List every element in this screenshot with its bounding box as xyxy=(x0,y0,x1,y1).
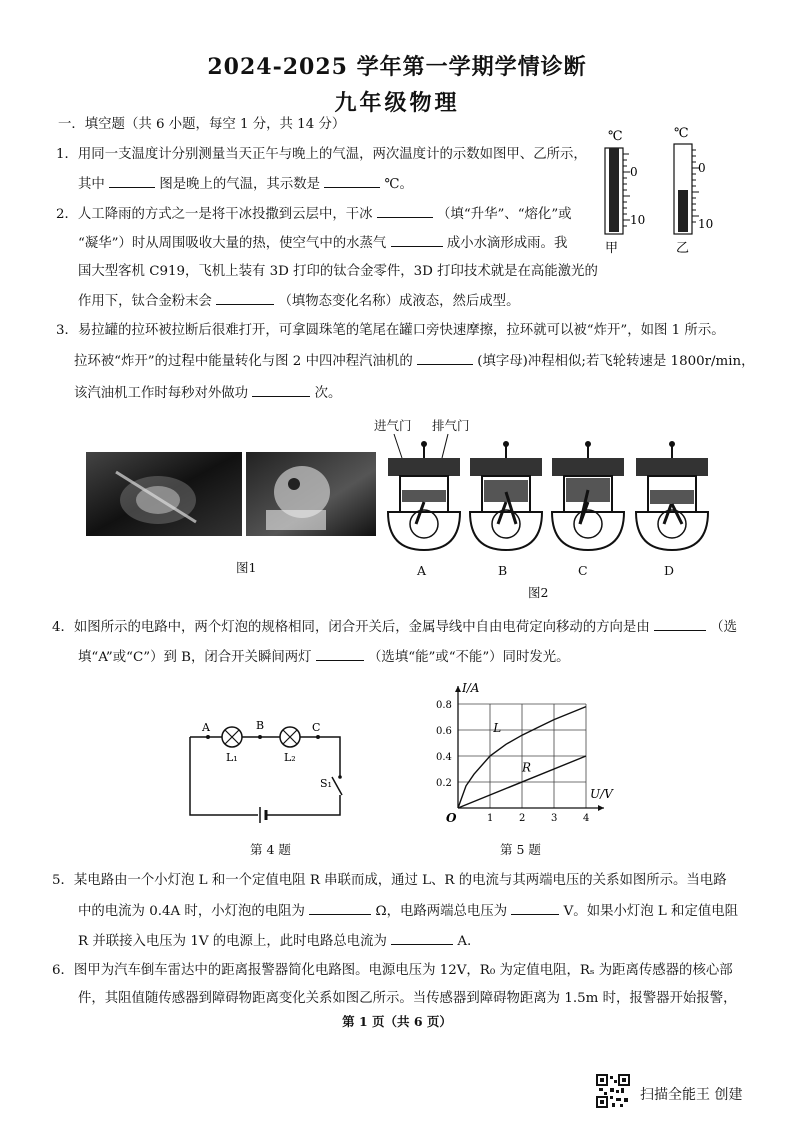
q4-text-d: （选填“能”或“不能”）同时发光。 xyxy=(368,650,570,665)
circuit-label-c: C xyxy=(312,721,321,734)
chart-labels xyxy=(436,681,614,825)
answer-blank xyxy=(324,175,380,188)
x-axis-arrow xyxy=(598,805,604,811)
q4-line1 xyxy=(52,618,737,637)
answer-blank xyxy=(377,205,433,218)
iv-chart xyxy=(430,676,613,826)
q5-text-a: 中的电流为 0.4A 时，小灯泡的电阻为 xyxy=(78,904,305,919)
right-tick-0: 0 xyxy=(698,161,706,175)
intake-valve-label: 进气门 xyxy=(374,418,412,433)
circuit-label-s1: S₁ xyxy=(320,777,332,790)
q4-text-b: （选 xyxy=(710,620,738,635)
q4-text-c: 填“A”或“C”）到 B，闭合开关瞬间两灯 xyxy=(78,650,312,665)
q5-text-c: V。如果小灯泡 L 和定值电阻 xyxy=(563,904,739,919)
answer-blank xyxy=(391,234,443,247)
q2-line2 xyxy=(78,234,567,253)
q3-text-b: (填字母)冲程相似;若飞轮转速是 1800r/min， xyxy=(477,354,755,369)
piston xyxy=(566,478,610,490)
q4-text-a: 4．如图所示的电路中，两个灯泡的规格相同，闭合开关后，金属导线中自由电荷定向移动的方向是由 xyxy=(52,620,650,635)
q1-text-c: ℃。 xyxy=(384,177,413,192)
q3-text-d: 次。 xyxy=(314,386,342,401)
figure1-photos xyxy=(86,452,376,536)
left-tick-10: 10 xyxy=(630,213,646,227)
x-axis-label: U/V xyxy=(590,787,613,801)
circuit-label-l1: L₁ xyxy=(226,751,238,764)
engine-diagram-2 xyxy=(470,441,542,550)
engine-diagram-4 xyxy=(636,441,708,550)
right-thermometer-label: 乙 xyxy=(676,241,690,256)
q6-line2: 件，其阻值随传感器到障碍物距离变化关系如图乙所示。当传感器到障碍物距离为 1.5m 时，报警器开始报警， xyxy=(78,991,737,1006)
engine-label-d: D xyxy=(664,563,675,578)
figure2-engines xyxy=(384,432,724,562)
q2-text-c: “凝华”）时从周围吸收大量的热，使空气中的水蒸气 xyxy=(78,236,387,251)
q5-text-b: Ω，电路两端总电压为 xyxy=(375,904,508,919)
exam-title: 2024-2025 学年第一学期学情诊断 xyxy=(207,54,587,80)
q1-text-a: 其中 xyxy=(78,177,105,192)
figure1-caption: 图1 xyxy=(236,560,257,575)
engine-label-a: A xyxy=(417,563,427,578)
q1-text-b: 图是晚上的气温，其示数是 xyxy=(159,177,320,192)
answer-blank xyxy=(252,384,310,397)
q2-text-e: 作用下，钛合金粉末会 xyxy=(78,294,212,309)
q1-line1: 1．用同一支温度计分别测量当天正午与晚上的气温，两次温度计的示数如图甲、乙所示， xyxy=(56,147,587,162)
y-tick-label: 0.2 xyxy=(436,778,452,789)
x-tick-label: 1 xyxy=(487,813,494,824)
answer-blank xyxy=(109,175,155,188)
chart-grid xyxy=(458,704,586,808)
origin-label: O xyxy=(446,811,457,825)
answer-blank xyxy=(511,902,559,915)
thermometer-left-ticks xyxy=(623,154,630,226)
circuit-diagram xyxy=(180,715,350,825)
q4-line2 xyxy=(78,648,570,667)
q3-line1: 3．易拉罐的拉环被拉断后很难打开，可拿圆珠笔的笔尾在罐口旁快速摩擦，拉环就可以被“炸开”，如图 1 所示。 xyxy=(56,323,725,338)
q5-figure-caption: 第 5 题 xyxy=(500,842,541,857)
series-label-L: L xyxy=(493,721,502,735)
q4-figure-caption: 第 4 题 xyxy=(250,842,291,857)
y-axis-arrow xyxy=(455,686,461,692)
q2-text-d: 成小水滴形成雨。我 xyxy=(446,236,568,251)
q3-text-a: 拉环被“炸开”的过程中能量转化与图 2 中四冲程汽油机的 xyxy=(74,354,413,369)
y-axis-label: I/A xyxy=(462,681,480,695)
q2-line3: 国大型客机 C919，飞机上装有 3D 打印的钛合金零件，3D 打印技术就是在高能激光的 xyxy=(78,264,598,279)
q2-text-f: （填物态变化名称）成液态，然后成型。 xyxy=(278,294,520,309)
engine-diagram-1 xyxy=(388,441,460,550)
q5-line1: 5．某电路由一个小灯泡 L 和一个定值电阻 R 串联而成，通过 L、R 的电流与其两端电压的关系如图所示。当电路 xyxy=(52,873,727,888)
thermometer-left-liquid xyxy=(609,148,619,232)
q2-text-a: 2．人工降雨的方式之一是将干冰投撒到云层中，干冰 xyxy=(56,207,373,222)
scanner-watermark: 扫描全能王 创建 xyxy=(640,1087,743,1103)
y-tick-label: 0.6 xyxy=(436,726,452,737)
figure2-caption: 图2 xyxy=(528,585,549,600)
engine-diagram-3 xyxy=(552,441,624,550)
piston xyxy=(402,490,446,502)
engine-label-c: C xyxy=(578,563,588,578)
piston xyxy=(484,480,528,492)
qr-code-icon xyxy=(596,1074,630,1108)
q5-text-e: A. xyxy=(457,934,472,949)
exam-subtitle: 九年级物理 xyxy=(334,90,460,116)
y-tick-label: 0.4 xyxy=(436,752,452,763)
q2-text-b: （填“升华”、“熔化”或 xyxy=(437,207,572,222)
section-heading: 一．填空题（共 6 小题，每空 1 分，共 14 分） xyxy=(58,117,346,132)
q1-line2 xyxy=(78,175,413,194)
circuit-label-b: B xyxy=(256,719,265,732)
q5-line2 xyxy=(78,902,738,921)
left-unit-label: ℃ xyxy=(608,129,623,144)
piston xyxy=(650,492,694,504)
right-tick-10: 10 xyxy=(698,217,714,231)
answer-blank xyxy=(654,618,706,631)
y-tick-label: 0.8 xyxy=(436,700,452,711)
series-label-R: R xyxy=(522,760,532,775)
answer-blank xyxy=(216,292,274,305)
answer-blank xyxy=(309,902,371,915)
q5-text-d: R 并联接入电压为 1V 的电源上，此时电路总电流为 xyxy=(78,934,387,949)
left-thermometer-label: 甲 xyxy=(605,241,619,256)
answer-blank xyxy=(391,932,453,945)
answer-blank xyxy=(417,352,473,365)
left-tick-0: 0 xyxy=(630,165,638,179)
thermometer-right-liquid xyxy=(678,190,688,232)
chart-axes xyxy=(455,686,604,811)
q3-line3 xyxy=(74,384,341,403)
q2-line1 xyxy=(56,205,572,224)
right-unit-label: ℃ xyxy=(674,126,689,141)
q5-line3 xyxy=(78,932,471,951)
thermometer-figure xyxy=(594,124,740,260)
exhaust-valve-label: 排气门 xyxy=(432,418,470,433)
q3-line2 xyxy=(74,352,755,371)
answer-blank xyxy=(316,648,364,661)
page-footer: 第 1 页（共 6 页） xyxy=(342,1014,452,1029)
x-tick-label: 4 xyxy=(583,813,590,824)
q6-line1: 6．图甲为汽车倒车雷达中的距离报警器简化电路图。电源电压为 12V，R₀ 为定值电阻，Rₛ 为距离传感器的核心部 xyxy=(52,963,733,978)
engine-label-b: B xyxy=(498,563,508,578)
circuit-label-a: A xyxy=(202,721,210,734)
circuit-label-l2: L₂ xyxy=(284,751,296,764)
q3-text-c: 该汽油机工作时每秒对外做功 xyxy=(74,386,249,401)
q2-line4 xyxy=(78,292,519,311)
x-tick-label: 3 xyxy=(551,813,558,824)
x-tick-label: 2 xyxy=(519,813,526,824)
